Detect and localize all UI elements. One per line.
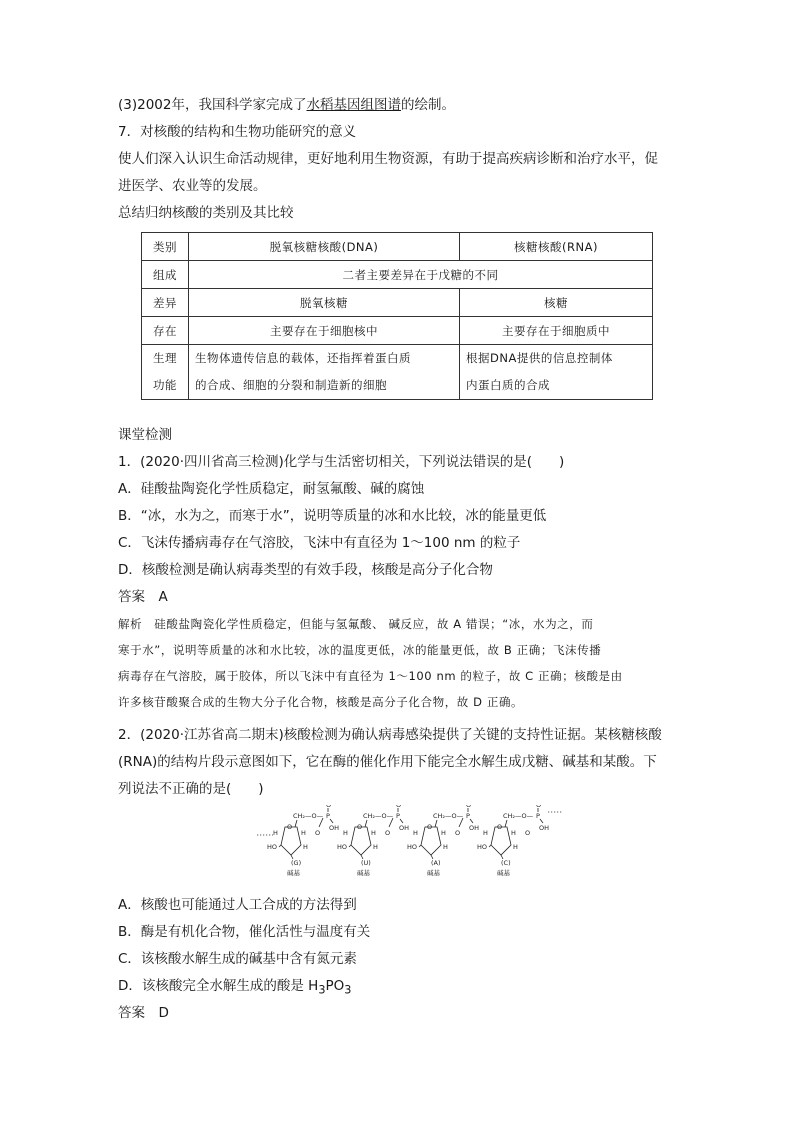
ribose-ring xyxy=(491,827,511,855)
table-cell: 脱氧核糖核酸(DNA) xyxy=(189,233,460,261)
table-cell xyxy=(189,345,460,400)
cell-line: 功能 xyxy=(153,378,177,392)
bond-line xyxy=(349,845,351,847)
base-symbol: (A) xyxy=(431,859,441,867)
cell-line: 的合成、细胞的分裂和制造新的细胞 xyxy=(195,378,387,392)
table-cell xyxy=(142,345,189,400)
cell-line: 生理 xyxy=(153,351,177,365)
atom-label: O xyxy=(427,823,433,831)
phosphorus-label: P xyxy=(396,812,400,820)
atom-label: H xyxy=(441,829,446,837)
atom-label: CH₂—O— xyxy=(503,812,534,820)
q1-option-d: D．核酸检测是确认病毒类型的有效手段，核酸是高分子化合物 xyxy=(118,562,493,578)
base-symbol: (U) xyxy=(361,859,371,867)
atom-label: CH₂—O— xyxy=(293,812,324,820)
table-row xyxy=(142,345,653,400)
table-cell: 主要存在于细胞核中 xyxy=(189,317,460,345)
atom-label: O xyxy=(455,829,461,837)
ribose-ring xyxy=(281,827,301,855)
atom-label: HO xyxy=(407,843,418,851)
bond-line xyxy=(365,820,367,827)
bond-line xyxy=(470,819,473,823)
atom-label: O xyxy=(466,805,472,809)
table-cell: 核糖 xyxy=(460,289,653,317)
cell-line: 内蛋白质的合成 xyxy=(466,378,550,392)
base-caption: 碱基 xyxy=(287,869,300,877)
text-span: D．该核酸完全水解生成的酸是 H xyxy=(118,978,319,994)
atom-label: O xyxy=(536,805,542,809)
q1-explanation-line: 解析 硅酸盐陶瓷化学性质稳定，但能与氢氟酸、 碱反应，故 A 错误；“冰，水为之，而 xyxy=(118,617,594,631)
q1-option-c: C．飞沫传播病毒存在气溶胶，飞沫中有直径为 1～100 nm 的粒子 xyxy=(118,535,521,551)
q1-explanation-line: 寒于水”，说明等质量的冰和水比较，冰的温度更低，冰的能量更低，故 B 正确；飞沫传播 xyxy=(118,643,602,657)
text-span: (3)2002年，我国科学家完成了 xyxy=(118,97,307,113)
bond-line xyxy=(279,845,281,847)
atom-label: HO xyxy=(337,843,348,851)
question-2-stem: 列说法不正确的是( ) xyxy=(118,781,264,797)
atom-label: H xyxy=(301,829,306,837)
table-header-row xyxy=(142,233,653,261)
q2-option-a: A．核酸也可能通过人工合成的方法得到 xyxy=(118,897,357,913)
atom-label: O xyxy=(357,823,363,831)
table-cell: 存在 xyxy=(142,317,189,345)
base-caption: 碱基 xyxy=(427,869,440,877)
atom-label: H xyxy=(511,829,516,837)
table-cell: 组成 xyxy=(142,261,189,289)
nucleic-acid-comparison-table xyxy=(141,232,653,400)
phosphorus-label: P xyxy=(326,812,330,820)
subscript: 3 xyxy=(318,983,326,997)
atom-label: H xyxy=(371,829,376,837)
question-1-stem: 1．(2020·四川省高三检测)化学与生活密切相关，下列说法错误的是( ) xyxy=(118,454,565,470)
base-symbol: (C) xyxy=(501,859,511,867)
text-span: PO xyxy=(325,978,345,994)
table-cell: 脱氧核糖 xyxy=(189,289,460,317)
question-2-stem: (RNA)的结构片段示意图如下，它在酶的催化作用下能完全水解生成戊糖、碱基和某酸。下 xyxy=(118,754,657,770)
q1-answer: 答案 A xyxy=(118,589,168,605)
table-cell: 二者主要差异在于戊糖的不同 xyxy=(189,261,653,289)
table-cell: 类别 xyxy=(142,233,189,261)
question-2-stem: 2．(2020·江苏省高二期末)核酸检测为确认病毒感染提供了关键的支持性证据。某核糖核酸 xyxy=(118,727,662,743)
bond-line xyxy=(419,845,421,847)
table-row xyxy=(142,289,653,317)
table-cell: 主要存在于细胞质中 xyxy=(460,317,653,345)
atom-label: H xyxy=(303,843,308,851)
phosphorus-label: P xyxy=(536,812,540,820)
atom-label: H xyxy=(443,843,448,851)
bond-line xyxy=(505,820,507,827)
atom-label: H xyxy=(413,829,418,837)
table-cell xyxy=(460,345,653,400)
cell-line: 生物体遗传信息的载体，还指挥着蛋白质 xyxy=(195,351,411,365)
text-span: 的绘制。 xyxy=(400,97,455,113)
cell-line: 根据DNA提供的信息控制体 xyxy=(466,351,613,365)
atom-label: O xyxy=(396,805,402,809)
bond-line xyxy=(400,819,403,823)
q2-option-c: C．该核酸水解生成的碱基中含有氮元素 xyxy=(118,951,357,967)
paragraph-line: 使人们深入认识生命活动规律，更好地利用生物资源，有助于提高疾病诊断和治疗水平，促 xyxy=(118,151,658,167)
paragraph-line: 进医学、农业等的发展。 xyxy=(118,178,267,194)
atom-label: O xyxy=(385,829,391,837)
atom-label: H xyxy=(513,843,518,851)
subscript: 3 xyxy=(344,983,352,997)
q1-explanation-line: 许多核苷酸聚合成的生物大分子化合物，核酸是高分子化合物，故 D 正确。 xyxy=(118,695,524,709)
atom-label: CH₂—O— xyxy=(363,812,394,820)
ribose-ring xyxy=(351,827,371,855)
atom-label: O xyxy=(525,829,531,837)
atom-label: OH xyxy=(329,824,340,832)
atom-label: OH xyxy=(469,824,480,832)
atom-label: O xyxy=(497,823,503,831)
rna-structure-svg xyxy=(255,805,565,885)
atom-label: H xyxy=(343,829,348,837)
atom-label: HO xyxy=(267,843,278,851)
base-caption: 碱基 xyxy=(357,869,370,877)
base-caption: 碱基 xyxy=(497,869,510,877)
atom-label: HO xyxy=(477,843,488,851)
atom-label: O xyxy=(326,805,332,809)
base-symbol: (G) xyxy=(291,859,302,867)
q2-option-b: B．酶是有机化合物，催化活性与温度有关 xyxy=(118,924,371,940)
atom-label: O xyxy=(315,829,321,837)
atom-label: O xyxy=(287,823,293,831)
atom-label: H xyxy=(373,843,378,851)
q2-answer: 答案 D xyxy=(118,1005,169,1021)
underlined-term: 水稻基因组图谱 xyxy=(306,97,401,113)
bond-line xyxy=(489,845,491,847)
rna-structure-figure xyxy=(255,805,565,885)
atom-label: OH xyxy=(539,824,550,832)
bond-line xyxy=(540,819,543,823)
table-row xyxy=(142,317,653,345)
atom-label: H xyxy=(273,829,278,837)
bond-line xyxy=(295,820,297,827)
atom-label: CH₂—O— xyxy=(433,812,464,820)
q1-explanation-line: 病毒存在气溶胶，属于胶体，所以飞沫中有直径为 1～100 nm 的粒子，故 C 正确；核酸是由 xyxy=(118,669,623,683)
atom-label: OH xyxy=(399,824,410,832)
phosphorus-label: P xyxy=(466,812,470,820)
table-row xyxy=(142,261,653,289)
q1-option-b: B．“冰，水为之，而寒于水”，说明等质量的冰和水比较，冰的能量更低 xyxy=(118,508,547,524)
ribose-ring xyxy=(421,827,441,855)
atom-label: H xyxy=(483,829,488,837)
bond-line xyxy=(330,819,333,823)
bond-line xyxy=(435,820,437,827)
q1-option-a: A．硅酸盐陶瓷化学性质稳定，耐氢氟酸、碱的腐蚀 xyxy=(118,481,425,497)
section-title: 课堂检测 xyxy=(118,427,172,443)
q2-option-d xyxy=(118,976,678,1001)
table-cell: 差异 xyxy=(142,289,189,317)
item-7-heading: 7．对核酸的结构和生物功能研究的意义 xyxy=(118,124,357,140)
line-rice-genome xyxy=(118,95,678,115)
summary-heading: 总结归纳核酸的类别及其比较 xyxy=(118,205,294,221)
table-cell: 核糖核酸(RNA) xyxy=(460,233,653,261)
